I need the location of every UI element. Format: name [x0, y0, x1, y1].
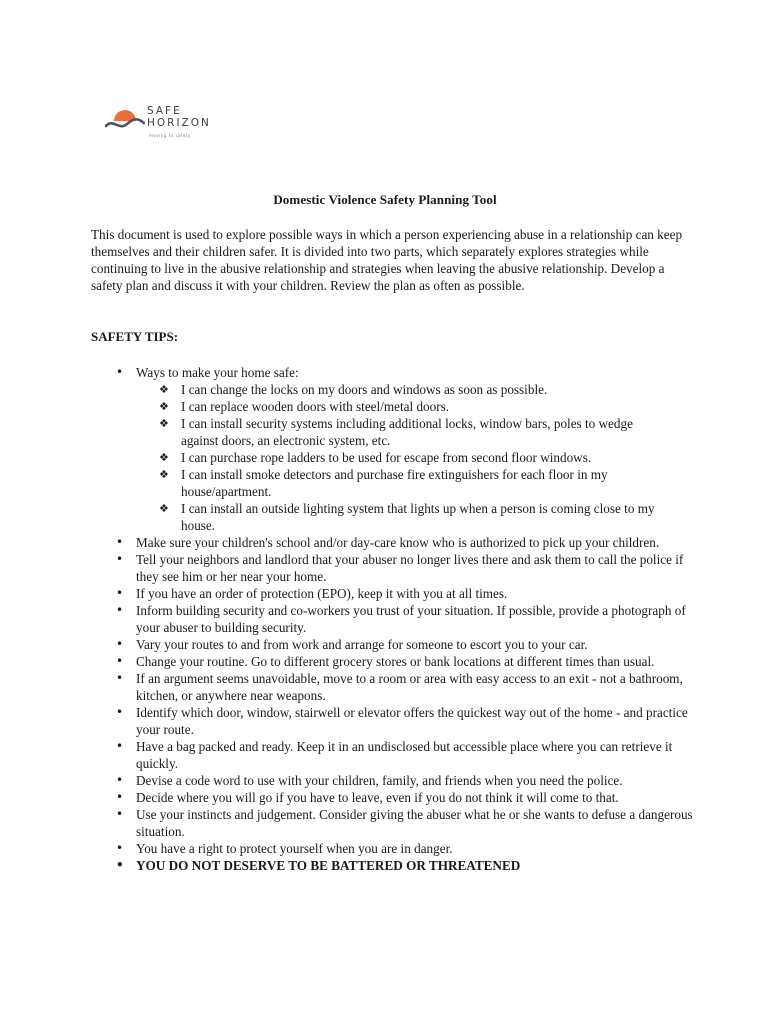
list-item-final-statement: • YOU DO NOT DESERVE TO BE BATTERED OR THREATENED [136, 857, 696, 874]
sublist-item: ❖ I can install security systems including additional locks, window bars, poles to wedge against doors, an electronic system, etc. [181, 415, 671, 449]
list-item: • Identify which door, window, stairwell or elevator offers the quickest way out of the home - and practice your route. [136, 704, 696, 738]
logo-line-1: SAFE [147, 105, 182, 117]
list-item: • Tell your neighbors and landlord that your abuser no longer lives there and ask them to call the police if they see him or her near your home. [136, 551, 696, 585]
list-item: • Vary your routes to and from work and arrange for someone to escort you to your car. [136, 636, 696, 653]
sublist-item: ❖ I can change the locks on my doors and windows as soon as possible. [181, 381, 671, 398]
sublist-item: ❖ I can install smoke detectors and purchase fire extinguishers for each floor in my house/apartment. [181, 466, 671, 500]
list-item: • Decide where you will go if you have to leave, even if you do not think it will come to that. [136, 789, 696, 806]
sun-wave-logo-icon [105, 106, 145, 136]
sublist-item: ❖ I can install an outside lighting system that lights up when a person is coming close to my house. [181, 500, 671, 534]
logo-tagline: moving to safety [149, 133, 191, 138]
list-item: • Inform building security and co-workers you trust of your situation. If possible, provide a photograph of your abuser to building security. [136, 602, 696, 636]
list-item: • If you have an order of protection (EPO), keep it with you at all times. [136, 585, 696, 602]
list-item: • Use your instincts and judgement. Consider giving the abuser what he or she wants to defuse a dangerous situation. [136, 806, 696, 840]
list-item: • You have a right to protect yourself when you are in danger. [136, 840, 696, 857]
home-safety-intro: Ways to make your home safe: [136, 365, 299, 380]
sublist-item: ❖ I can replace wooden doors with steel/metal doors. [181, 398, 671, 415]
list-item: • Make sure your children's school and/or day-care know who is authorized to pick up your children. [136, 534, 696, 551]
list-item: • Change your routine. Go to different grocery stores or bank locations at different times than usual. [136, 653, 696, 670]
list-item-home-safety [136, 364, 696, 534]
list-item: • If an argument seems unavoidable, move to a room or area with easy access to an exit - not a bathroom, kitchen, or anywhere near weapons. [136, 670, 696, 704]
home-safety-sublist [136, 381, 671, 534]
logo-line-2: HORIZON [147, 117, 211, 129]
list-item: • Have a bag packed and ready. Keep it in an undisclosed but accessible place where you can retrieve it quickly. [136, 738, 696, 772]
list-item: • Devise a code word to use with your children, family, and friends when you need the police. [136, 772, 696, 789]
safe-horizon-logo [105, 104, 215, 144]
safety-tips-list [136, 364, 696, 874]
sublist-item: ❖ I can purchase rope ladders to be used for escape from second floor windows. [181, 449, 671, 466]
document-title: Domestic Violence Safety Planning Tool [273, 192, 497, 207]
logo-wordmark [147, 105, 211, 129]
section-title-safety-tips: SAFETY TIPS: [91, 329, 179, 344]
intro-paragraph: This document is used to explore possible ways in which a person experiencing abuse in a relationship can keep themselves and their children safer. It is divided into two parts, which separately explores strategies while continuing to live in the abusive relationship and strategies when leaving the abusive relationship. Develop a safety plan and discuss it with your children. Review the plan as often as possible. [91, 227, 683, 293]
